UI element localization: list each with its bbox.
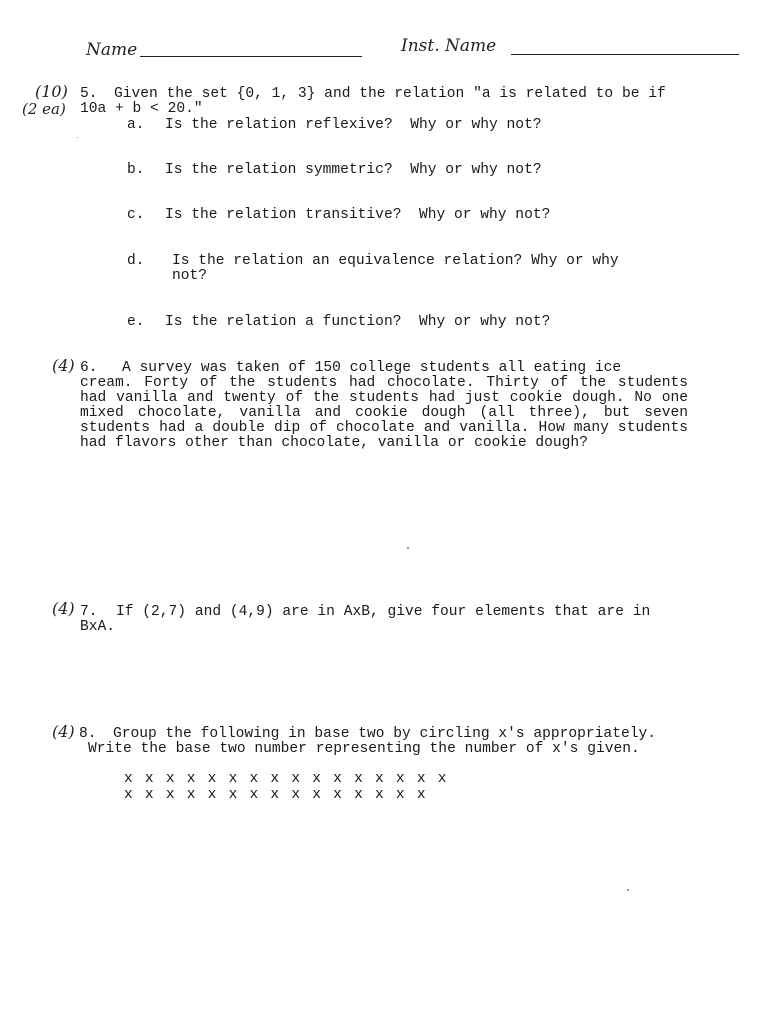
q8-points: (4): [52, 722, 75, 741]
q5-points-each: (2 ea): [22, 100, 66, 118]
q5-part-a-letter: a.: [127, 117, 145, 133]
q5-points: (10): [35, 82, 68, 101]
q5-part-c-letter: c.: [127, 207, 145, 223]
q7-number: 7.: [80, 604, 98, 620]
q7-points: (4): [52, 599, 75, 618]
q5-part-b-text: Is the relation symmetric? Why or why not?: [165, 162, 542, 178]
q5-part-b-letter: b.: [127, 162, 145, 178]
q6-text-first: A survey was taken of 150 college students all eating ice: [122, 360, 622, 376]
q5-part-e-letter: e.: [127, 314, 145, 330]
name-field-line[interactable]: [140, 56, 362, 57]
q6-text-rest: cream. Forty of the students had chocolate. Thirty of the students had vanilla and twenty of the students had just cookie dough. No one mixed chocolate, vanilla and cookie dough (all three), but seven students had a double dip of chocolate and vanilla. How many students had flavors other than chocolate, vanilla or cookie dough?: [80, 375, 688, 451]
x-marks-row-2[interactable]: x x x x x x x x x x x x x x x: [124, 787, 428, 803]
q7-line1: If (2,7) and (4,9) are in AxB, give four elements that are in: [116, 604, 651, 620]
q5-part-e-text: Is the relation a function? Why or why not?: [165, 314, 551, 330]
q6-points: (4): [52, 356, 75, 375]
q5-part-d-text: Is the relation an equivalence relation? Why or why: [172, 253, 619, 269]
q5-part-d-cont: not?: [172, 268, 208, 284]
q5-line2: 10a + b < 20.": [80, 101, 203, 117]
scan-speck: [77, 137, 78, 138]
scan-speck: [627, 889, 629, 891]
q5-number: 5.: [80, 86, 98, 102]
inst-name-label: Inst. Name: [401, 36, 497, 56]
q8-line1: Group the following in base two by circling x's appropriately.: [113, 726, 656, 742]
q5-part-d-letter: d.: [127, 253, 145, 269]
name-label: Name: [86, 40, 138, 60]
inst-name-field-line[interactable]: [511, 54, 739, 55]
q5-part-c-text: Is the relation transitive? Why or why not?: [165, 207, 551, 223]
x-marks-row-1[interactable]: x x x x x x x x x x x x x x x x: [124, 771, 449, 787]
q5-line1: Given the set {0, 1, 3} and the relation "a is related to be if: [114, 86, 666, 102]
scan-speck: [407, 547, 409, 549]
q7-line2: BxA.: [80, 619, 116, 635]
q8-number: 8.: [79, 726, 97, 742]
q8-line2: Write the base two number representing the number of x's given.: [88, 741, 640, 757]
q6-number: 6.: [80, 360, 98, 376]
q5-part-a-text: Is the relation reflexive? Why or why not?: [165, 117, 542, 133]
